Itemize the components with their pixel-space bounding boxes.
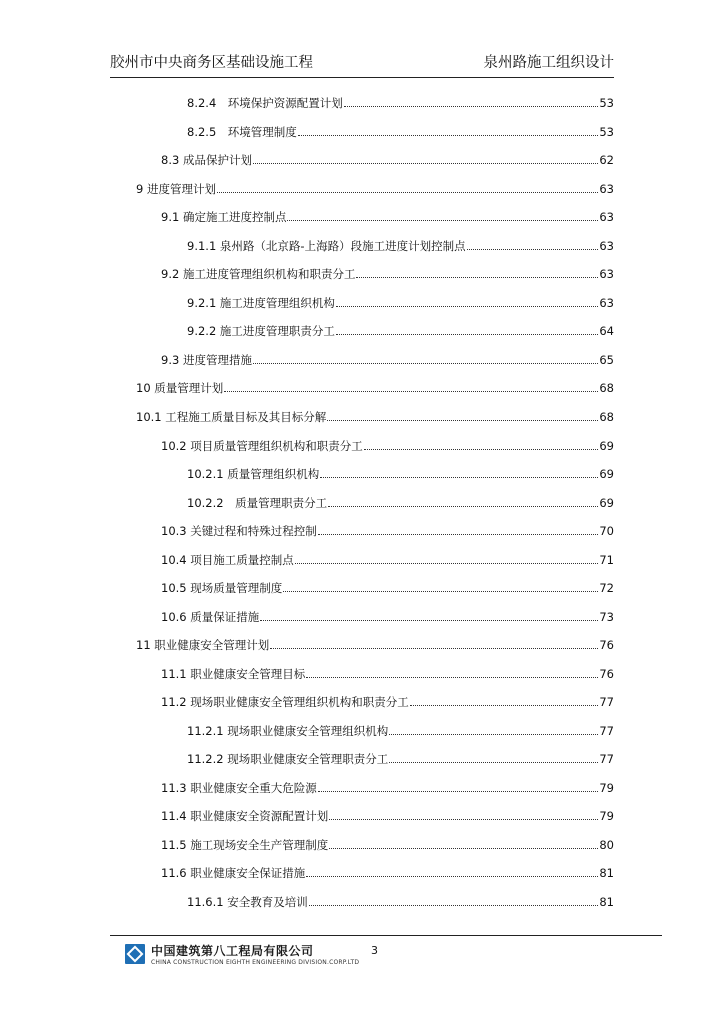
toc-entry-label: 11 职业健康安全管理计划 <box>136 638 270 652</box>
toc-leader-dots <box>253 363 598 364</box>
toc-entry-label: 9.1 确定施工进度控制点 <box>161 210 287 224</box>
toc-entry-page: 81 <box>599 895 614 909</box>
toc-entry-page: 53 <box>599 96 614 110</box>
toc-entry-label: 9 进度管理计划 <box>136 182 216 196</box>
toc-leader-dots <box>329 819 598 820</box>
toc-entry[interactable] <box>187 464 614 482</box>
toc-entry[interactable] <box>187 93 614 111</box>
toc-leader-dots <box>344 106 599 107</box>
toc-entry-label: 11.6 职业健康安全保证措施 <box>161 866 306 880</box>
toc-leader-dots <box>260 620 598 621</box>
toc-leader-dots <box>306 876 598 877</box>
toc-leader-dots <box>217 192 598 193</box>
toc-entry-page: 69 <box>599 439 614 453</box>
toc-entry-label: 10.2.2 质量管理职责分工 <box>187 496 328 510</box>
toc-entry-label: 8.2.5 环境管理制度 <box>187 125 297 139</box>
toc-entry-label: 10.2.1 质量管理组织机构 <box>187 467 320 481</box>
toc-entry-page: 63 <box>599 182 614 196</box>
footer-company-name: 中国建筑第八工程局有限公司 <box>151 944 314 958</box>
toc-entry-label: 9.2.1 施工进度管理组织机构 <box>187 296 335 310</box>
toc-leader-dots <box>283 591 598 592</box>
toc-entry-label: 8.3 成品保护计划 <box>161 153 252 167</box>
toc-entry-label: 8.2.4 环境保护资源配置计划 <box>187 96 343 110</box>
toc-entry[interactable] <box>161 778 614 796</box>
toc-leader-dots <box>336 334 598 335</box>
toc-entry-label: 9.2.2 施工进度管理职责分工 <box>187 324 335 338</box>
toc-entry[interactable] <box>161 835 614 853</box>
toc-leader-dots <box>318 791 599 792</box>
toc-leader-dots <box>336 306 598 307</box>
toc-entry-page: 62 <box>599 153 614 167</box>
toc-entry-label: 10.5 现场质量管理制度 <box>161 581 283 595</box>
toc-leader-dots <box>306 677 598 678</box>
toc-leader-dots <box>295 563 599 564</box>
toc-leader-dots <box>270 648 598 649</box>
toc-entry-page: 69 <box>599 496 614 510</box>
toc-entry[interactable] <box>161 664 614 682</box>
toc-entry-page: 79 <box>599 809 614 823</box>
toc-entry[interactable] <box>136 407 614 425</box>
toc-entry-page: 79 <box>599 781 614 795</box>
toc-entry[interactable] <box>136 635 614 653</box>
cscec-logo-icon <box>125 944 145 964</box>
header-project-title: 胶州市中央商务区基础设施工程 <box>110 55 313 71</box>
toc-entry[interactable] <box>187 892 614 910</box>
toc-entry-page: 63 <box>599 239 614 253</box>
toc-leader-dots <box>309 905 599 906</box>
toc-entry[interactable] <box>187 493 614 511</box>
toc-entry-label: 11.6.1 安全教育及培训 <box>187 895 308 909</box>
toc-entry-page: 71 <box>599 553 614 567</box>
toc-entry[interactable] <box>161 207 614 225</box>
toc-entry-page: 73 <box>599 610 614 624</box>
toc-leader-dots <box>298 135 599 136</box>
toc-leader-dots <box>329 848 598 849</box>
toc-leader-dots <box>287 220 598 221</box>
toc-entry[interactable] <box>136 378 614 396</box>
toc-entry-page: 76 <box>599 667 614 681</box>
toc-entry-label: 9.3 进度管理措施 <box>161 353 252 367</box>
toc-leader-dots <box>224 391 598 392</box>
toc-leader-dots <box>318 534 599 535</box>
toc-entry[interactable] <box>161 436 614 454</box>
toc-entry-page: 63 <box>599 267 614 281</box>
header-document-title: 泉州路施工组织设计 <box>483 55 614 71</box>
toc-entry-label: 11.3 职业健康安全重大危险源 <box>161 781 317 795</box>
toc-entry-page: 63 <box>599 210 614 224</box>
toc-entry[interactable] <box>161 863 614 881</box>
toc-entry-label: 10.1 工程施工质量目标及其目标分解 <box>136 410 327 424</box>
toc-entry-page: 65 <box>599 353 614 367</box>
toc-entry-page: 63 <box>599 296 614 310</box>
toc-entry[interactable] <box>161 264 614 282</box>
toc-entry[interactable] <box>161 150 614 168</box>
page-number: 3 <box>371 944 378 957</box>
toc-entry-page: 69 <box>599 467 614 481</box>
toc-entry-label: 11.2.2 现场职业健康安全管理职责分工 <box>187 752 389 766</box>
toc-entry-page: 77 <box>599 695 614 709</box>
toc-entry-label: 11.1 职业健康安全管理目标 <box>161 667 306 681</box>
toc-entry-page: 77 <box>599 724 614 738</box>
toc-entry[interactable] <box>187 321 614 339</box>
toc-entry-page: 72 <box>599 581 614 595</box>
toc-leader-dots <box>328 506 598 507</box>
toc-entry-page: 80 <box>599 838 614 852</box>
toc-entry-label: 11.2.1 现场职业健康安全管理组织机构 <box>187 724 389 738</box>
toc-entry-label: 11.4 职业健康安全资源配置计划 <box>161 809 329 823</box>
toc-entry-page: 70 <box>599 524 614 538</box>
toc-leader-dots <box>389 734 598 735</box>
toc-entry-page: 77 <box>599 752 614 766</box>
toc-entry-page: 53 <box>599 125 614 139</box>
toc-entry[interactable] <box>187 236 614 254</box>
toc-leader-dots <box>356 277 598 278</box>
toc-entry-label: 10.2 项目质量管理组织机构和职责分工 <box>161 439 363 453</box>
toc-entry-label: 11.2 现场职业健康安全管理组织机构和职责分工 <box>161 695 409 709</box>
toc-entry-page: 81 <box>599 866 614 880</box>
toc-entry[interactable] <box>161 607 614 625</box>
toc-leader-dots <box>320 477 598 478</box>
toc-leader-dots <box>364 449 599 450</box>
toc-entry-page: 64 <box>599 324 614 338</box>
toc-entry-page: 68 <box>599 381 614 395</box>
toc-entry-label: 10.4 项目施工质量控制点 <box>161 553 294 567</box>
toc-entry[interactable] <box>187 721 614 739</box>
toc-leader-dots <box>467 249 599 250</box>
toc-entry-label: 9.1.1 泉州路（北京路-上海路）段施工进度计划控制点 <box>187 239 466 253</box>
toc-entry-page: 76 <box>599 638 614 652</box>
toc-entry-label: 10.6 质量保证措施 <box>161 610 260 624</box>
toc-entry[interactable] <box>161 350 614 368</box>
toc-entry[interactable] <box>161 806 614 824</box>
toc-entry-label: 9.2 施工进度管理组织机构和职责分工 <box>161 267 356 281</box>
toc-entry[interactable] <box>161 578 614 596</box>
toc-entry[interactable] <box>187 749 614 767</box>
footer-company-name-en: CHINA CONSTRUCTION EIGHTH ENGINEERING DIVISION.CORP.LTD <box>151 959 360 966</box>
toc-leader-dots <box>327 420 598 421</box>
toc-entry[interactable] <box>187 122 614 140</box>
toc-entry[interactable] <box>136 179 614 197</box>
toc-entry[interactable] <box>187 293 614 311</box>
toc-entry-label: 10.3 关键过程和特殊过程控制 <box>161 524 317 538</box>
toc-leader-dots <box>410 705 599 706</box>
footer-divider <box>110 935 662 936</box>
toc-leader-dots <box>389 762 598 763</box>
toc-entry-label: 11.5 施工现场安全生产管理制度 <box>161 838 329 852</box>
toc-entry-label: 10 质量管理计划 <box>136 381 224 395</box>
toc-entry[interactable] <box>161 692 614 710</box>
toc-entry[interactable] <box>161 521 614 539</box>
toc-entry[interactable] <box>161 550 614 568</box>
toc-entry-page: 68 <box>599 410 614 424</box>
toc-leader-dots <box>253 163 598 164</box>
